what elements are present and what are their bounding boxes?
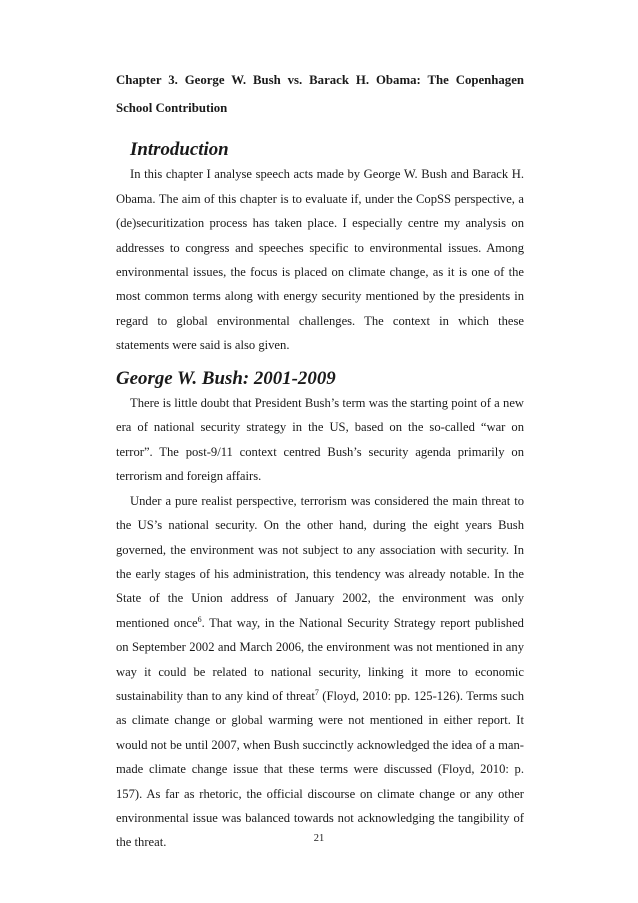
page-number: 21 — [313, 833, 325, 844]
bush-section-heading: George W. Bush: 2001-2009 — [116, 367, 336, 389]
chapter-title: Chapter 3. George W. Bush vs. Barack H. Obama: The Copenhagen School Contribution — [116, 73, 524, 115]
intro-paragraph: In this chapter I analyse speech acts made by George W. Bush and Barack H. Obama. The aim of this chapter is to evaluate if, under the CopSS perspective, a (de)securitization process has taken place. I especially centre my analysis on addresses to congress and speeches specific to environmental issues. Among environmental issues, the focus is placed on climate change, as it is one of the most common terms along with energy security mentioned by the presidents in regard to global environmental challenges. The context in which these statements were said is also given. — [116, 167, 524, 353]
bush-paragraph-2-part-2: . That way, in the National Security Strategy report published on September 2002 and March 2006, the environment was not mentioned in any way it could be related to national security, linking it more to economic sustainability than to any kind of threat — [116, 615, 524, 703]
bush-paragraph-2-part-1: Under a pure realist perspective, terrorism was considered the main threat to the US’s national security. On the other hand, during the eight years Bush governed, the environment was not subject to any association with security. In the early stages of his administration, this tendency was already notable. In the State of the Union address of January 2002, the environment was only mentioned once — [116, 493, 524, 630]
page-content — [116, 66, 524, 855]
footnote-ref-7: 7 — [314, 687, 319, 697]
footnote-ref-6: 6 — [197, 614, 202, 624]
bush-paragraph-2-part-3: (Floyd, 2010: pp. 125-126). Terms such as climate change or global warming were not mentioned in either report. It would not be until 2007, when Bush succinctly acknowledged the idea of a man-made climate change issue that these terms were discussed (Floyd, 2010: p. 157). As far as rhetoric, the official discourse on climate change or any other environmental issue was balanced towards not acknowledging the tangibility of the threat. — [116, 688, 524, 850]
bush-paragraph-1: There is little doubt that President Bush’s term was the starting point of a new era of national security strategy in the US, based on the so-called “war on terror”. The post-9/11 context centred Bush’s security agenda primarily on terrorism and foreign affairs. — [116, 396, 524, 484]
bush-paragraph-2 — [116, 489, 524, 855]
introduction-heading: Introduction — [130, 139, 229, 160]
